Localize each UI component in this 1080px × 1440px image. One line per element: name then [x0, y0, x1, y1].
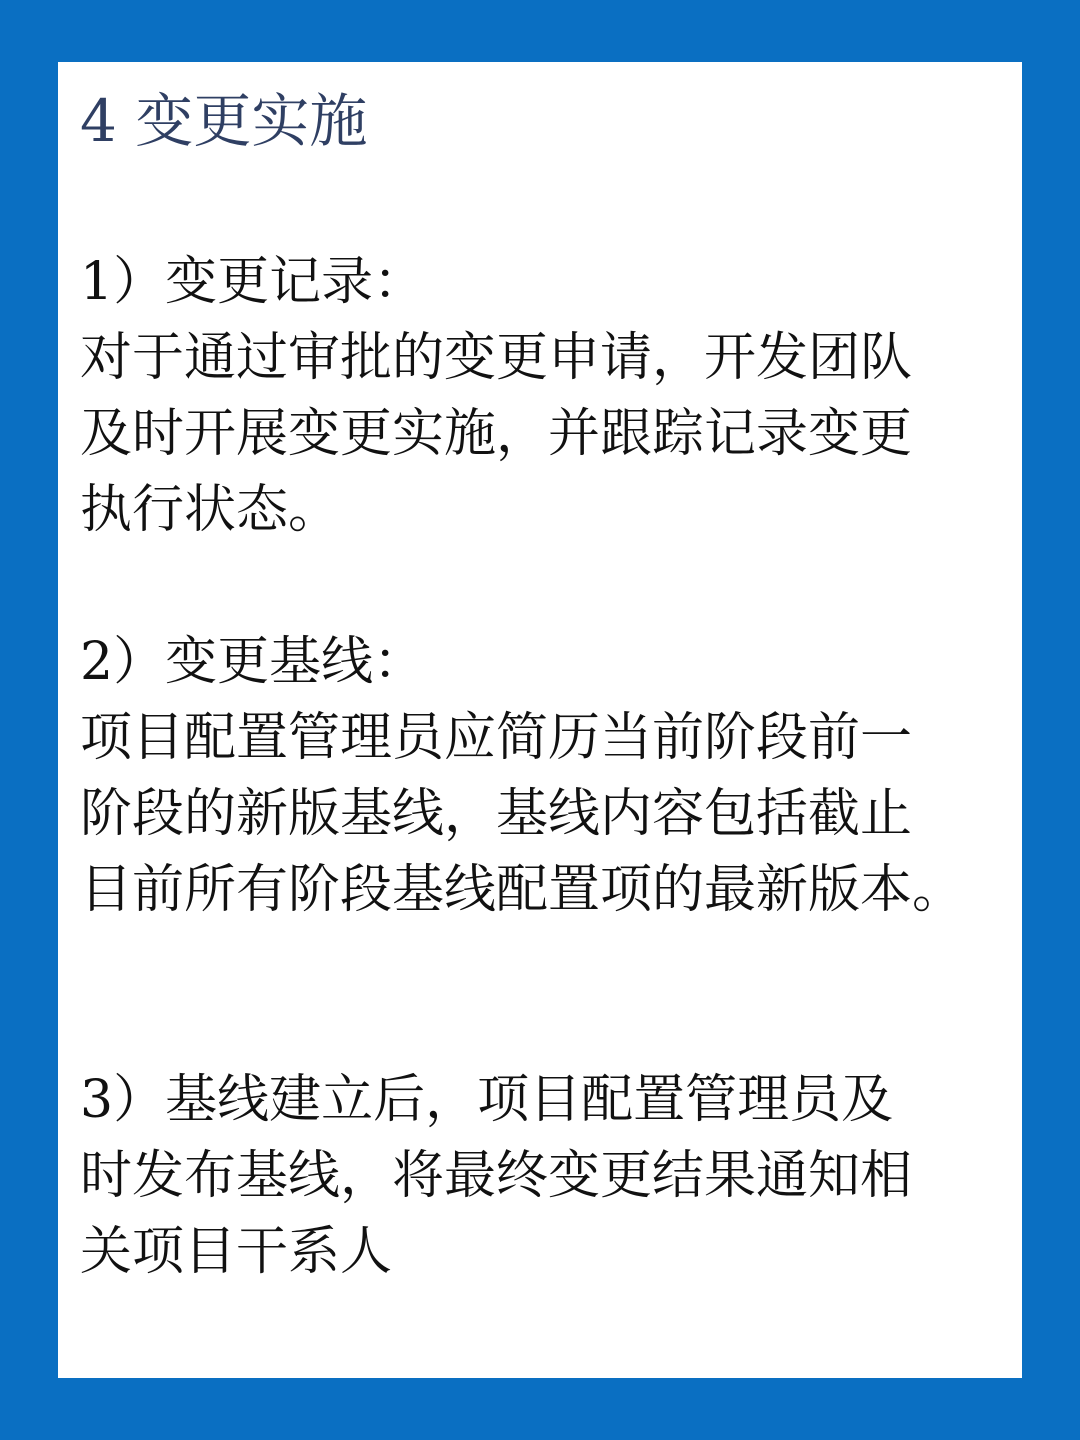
body-line: 目前所有阶段基线配置项的最新版本。: [80, 860, 965, 920]
page-title: 4 变更实施: [80, 87, 368, 155]
section-baseline-publish: [80, 1062, 1010, 1290]
body-line: 执行状态。: [80, 480, 341, 540]
body-line: 时发布基线，将最终变更结果通知相: [80, 1146, 913, 1206]
body-line: 阶段的新版基线，基线内容包括截止: [80, 784, 913, 844]
body-line: 3）基线建立后，项目配置管理员及: [80, 1070, 894, 1130]
section-heading: 1）变更记录：: [80, 252, 426, 312]
body-line: 项目配置管理员应简历当前阶段前一: [80, 708, 913, 768]
section-change-record: [80, 244, 1010, 548]
content-card: [58, 62, 1022, 1378]
body-line: 对于通过审批的变更申请，开发团队: [80, 328, 913, 388]
body-line: 及时开展变更实施，并跟踪记录变更: [80, 404, 913, 464]
section-change-baseline: [80, 624, 1010, 928]
section-heading: 2）变更基线：: [80, 632, 426, 692]
body-line: 关项目干系人: [80, 1222, 393, 1282]
